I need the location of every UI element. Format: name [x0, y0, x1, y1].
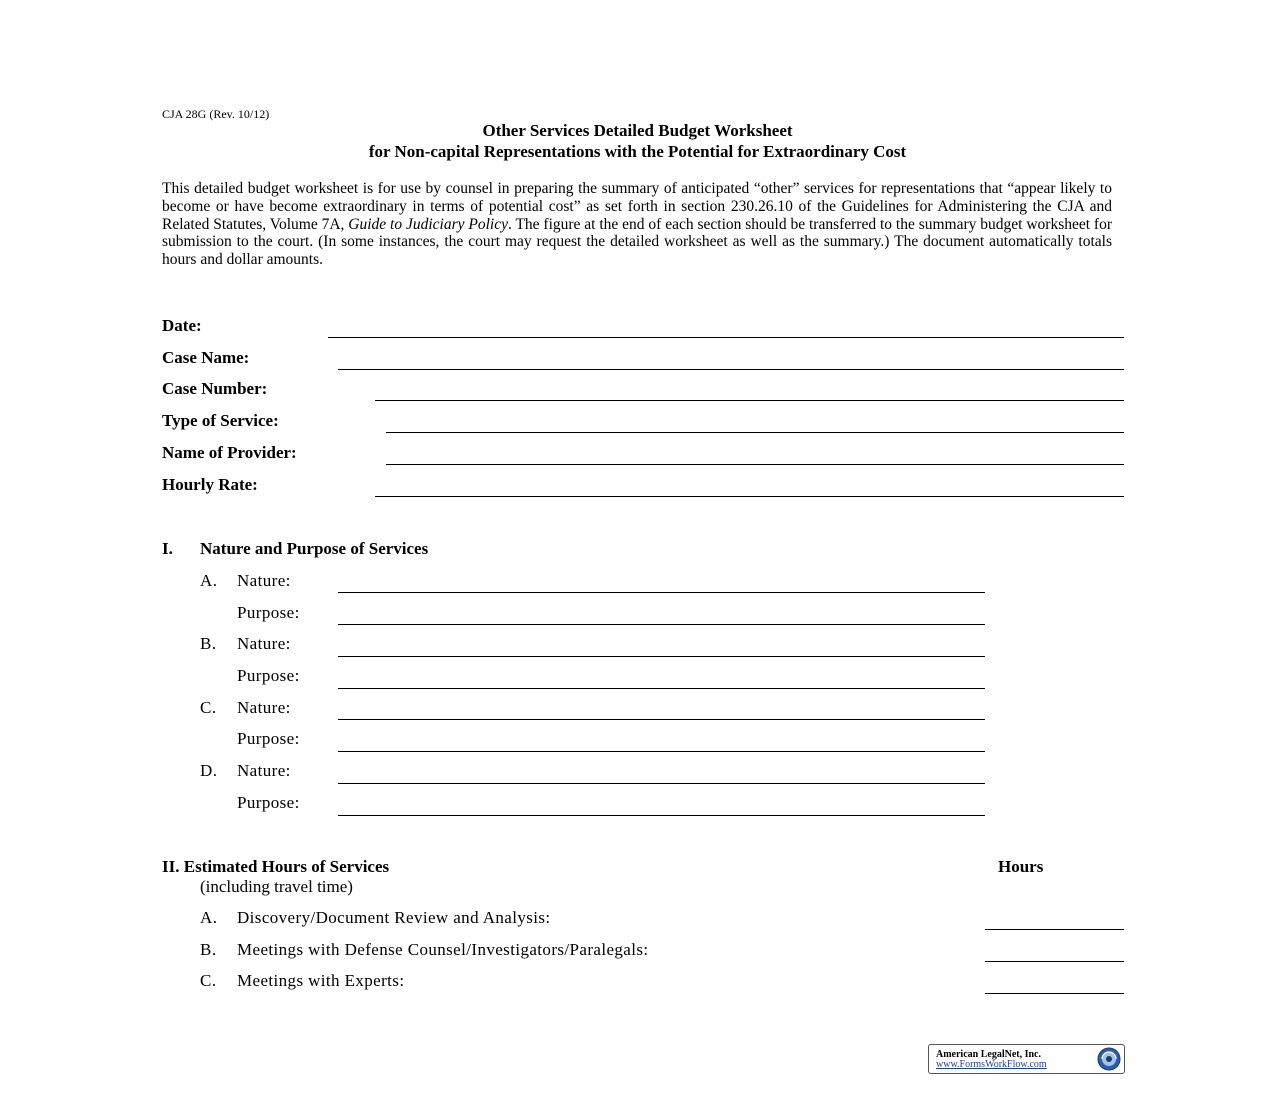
section-1-item-b-nature-label: Nature: — [237, 634, 291, 653]
section-2-item-a-label: Discovery/Document Review and Analysis: — [237, 908, 551, 927]
section-2-item-b-letter: B. — [200, 940, 217, 959]
title-line-2: for Non-capital Representations with the Potential for Extraordinary Cost — [368, 142, 907, 161]
section-1-item-d-nature-field[interactable] — [338, 783, 985, 784]
section-1-item-a-nature-label: Nature: — [237, 571, 291, 590]
section-1-item-c-nature-field[interactable] — [338, 719, 985, 720]
section-1-item-d-nature-label: Nature: — [237, 761, 291, 780]
section-1-number: I. — [162, 539, 173, 558]
date-label: Date: — [162, 316, 202, 335]
globe-logo-icon — [1097, 1047, 1121, 1071]
section-1-item-b-purpose-field[interactable] — [338, 688, 985, 689]
section-1-item-c-purpose-field[interactable] — [338, 751, 985, 752]
form-id: CJA 28G (Rev. 10/12) — [162, 107, 270, 121]
hourly-rate-field[interactable] — [375, 496, 1124, 497]
section-2-item-c-label: Meetings with Experts: — [237, 971, 405, 990]
section-1-item-b-letter: B. — [200, 634, 217, 653]
section-1-item-c-letter: C. — [200, 698, 217, 717]
type-of-service-field[interactable] — [386, 432, 1124, 433]
section-1-heading: Nature and Purpose of Services — [200, 539, 429, 558]
section-1-item-a-purpose-field[interactable] — [338, 624, 985, 625]
case-number-field[interactable] — [375, 400, 1124, 401]
type-of-service-label: Type of Service: — [162, 411, 279, 430]
section-1-item-d-letter: D. — [200, 761, 218, 780]
date-field[interactable] — [328, 337, 1124, 338]
intro-paragraph — [162, 180, 1112, 269]
section-2-heading: II. Estimated Hours of Services — [162, 857, 390, 876]
section-1-item-d-purpose-label: Purpose: — [237, 793, 300, 812]
case-name-label: Case Name: — [162, 348, 250, 367]
section-1-item-a-nature-field[interactable] — [338, 592, 985, 593]
intro-italic: Guide to Judiciary Policy — [348, 215, 508, 233]
section-1-item-a-letter: A. — [200, 571, 218, 590]
section-1-item-a-purpose-label: Purpose: — [237, 603, 300, 622]
american-legalnet-badge[interactable] — [928, 1044, 1125, 1074]
case-number-label: Case Number: — [162, 379, 268, 398]
case-name-field[interactable] — [338, 369, 1124, 370]
hours-column-header: Hours — [998, 857, 1044, 876]
section-2-item-b-label: Meetings with Defense Counsel/Investigators/Paralegals: — [237, 940, 649, 959]
section-2-item-b-hours-field[interactable] — [985, 961, 1124, 962]
name-of-provider-field[interactable] — [386, 464, 1124, 465]
intro-text-1: This detailed budget worksheet is for use by counsel in preparing the summary of anticipated “other” services for representations that “appear likely to become or have become extraordinary in terms of potential cost” as set forth in section 230.26.10 of the Guidelines for Administering the CJA and Related Statutes, Volume 7A, — [162, 180, 1112, 233]
section-2-item-a-hours-field[interactable] — [985, 929, 1124, 930]
section-2-item-a-letter: A. — [200, 908, 218, 927]
section-1-item-c-nature-label: Nature: — [237, 698, 291, 717]
section-2-item-c-hours-field[interactable] — [985, 993, 1124, 994]
section-1-item-d-purpose-field[interactable] — [338, 815, 985, 816]
hourly-rate-label: Hourly Rate: — [162, 475, 258, 494]
section-1-item-b-purpose-label: Purpose: — [237, 666, 300, 685]
badge-company: American LegalNet, Inc. — [936, 1049, 1041, 1060]
name-of-provider-label: Name of Provider: — [162, 443, 297, 462]
section-2-subnote: (including travel time) — [200, 877, 353, 896]
section-1-item-b-nature-field[interactable] — [338, 656, 985, 657]
section-2-item-c-letter: C. — [200, 971, 217, 990]
intro-text-2: . The figure at the end of each section should be transferred to the summary budget worksheet for submission to the court. (In some instances, the court may request the detailed worksheet as well as the summary.) The document automatically totals hours and dollar amounts. — [162, 215, 1112, 269]
section-1-item-c-purpose-label: Purpose: — [237, 729, 300, 748]
title-line-1: Other Services Detailed Budget Worksheet — [482, 121, 793, 140]
badge-url[interactable]: www.FormsWorkFlow.com — [936, 1059, 1047, 1070]
